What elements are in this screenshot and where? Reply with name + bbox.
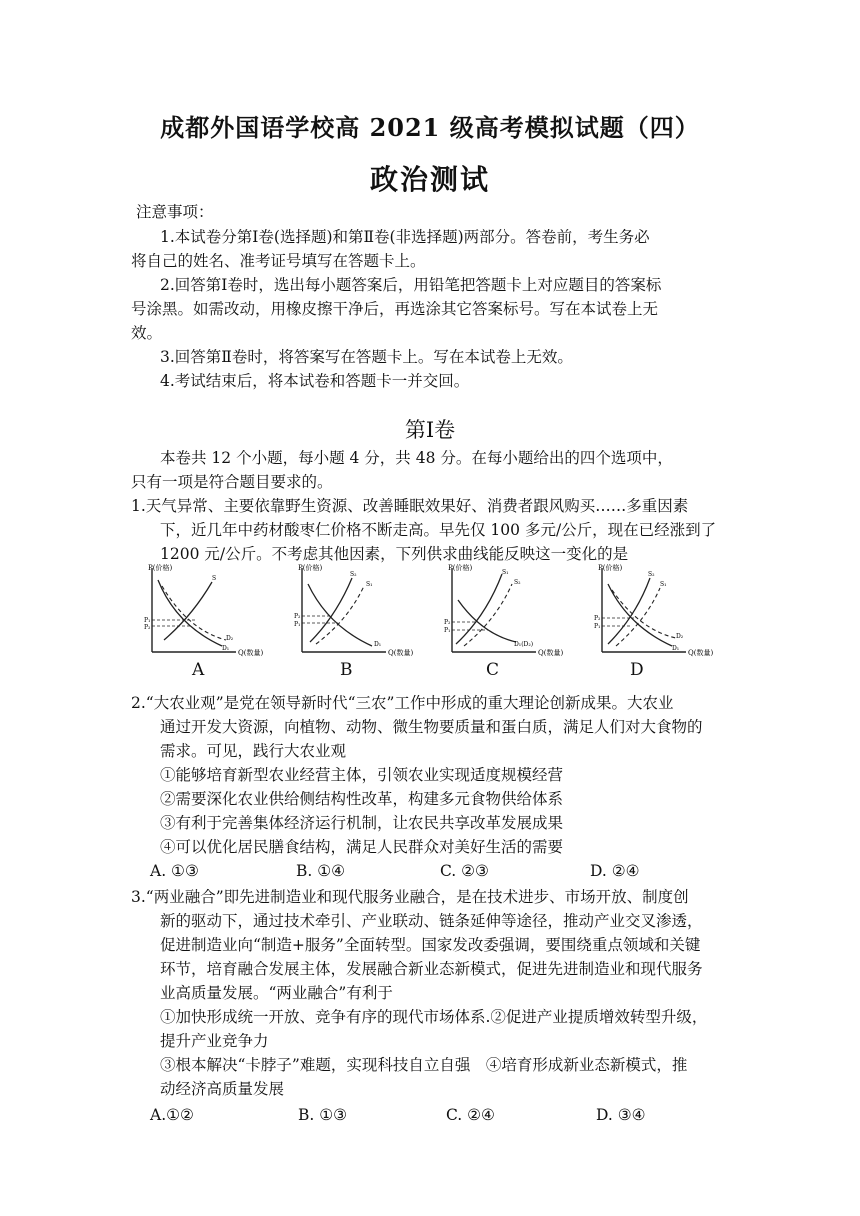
question-1-text: 1.天气异常、主要依靠野生资源、改善睡眠效果好、消费者跟风购买……多重因素 [131, 497, 689, 515]
question-2-text: 2.“大农业观”是党在领导新时代“三农”工作中形成的重大理论创新成果。大农业 [131, 694, 674, 712]
graph-label: D [630, 660, 644, 680]
question-1-text: 1200 元/公斤。不考虑其他因素，下列供求曲线能反映这一变化的是 [160, 545, 629, 563]
section-title: 第Ⅰ卷 [404, 418, 456, 442]
graph-label: C [486, 660, 500, 680]
svg-text:S: S [212, 575, 217, 582]
option-c[interactable]: C. ②④ [446, 1106, 495, 1124]
notice-line: 3.回答第Ⅱ卷时，将答案写在答题卡上。写在本试卷上无效。 [160, 348, 573, 366]
exam-subtitle: 政治测试 [369, 163, 490, 196]
section-intro: 本卷共 12 个小题，每小题 4 分，共 48 分。在每小题给出的四个选项中， [160, 449, 673, 467]
option-d[interactable]: D. ②④ [590, 862, 640, 880]
notice-line: 将自己的姓名、准考证号填写在答题卡上。 [131, 252, 426, 270]
svg-text:P₁: P₁ [594, 623, 601, 630]
graph-label: A [192, 660, 205, 680]
svg-text:D₁: D₁ [374, 641, 382, 648]
svg-text:S₁: S₁ [366, 581, 373, 588]
exam-title: 成都外国语学校高 2021 级高考模拟试题（四） [160, 113, 700, 142]
notice-line: 效。 [131, 324, 163, 342]
question-1-text: 下，近几年中药材酸枣仁价格不断走高。早先仅 100 多元/公斤，现在已经涨到了 [160, 521, 717, 539]
supply-demand-graph-d [586, 560, 766, 660]
section-intro: 只有一项是符合题目要求的。 [131, 473, 333, 491]
graph-option-d[interactable] [586, 560, 776, 682]
question-3-statement: 动经济高质量发展 [160, 1080, 285, 1098]
question-2-text: 需求。可见，践行大农业观 [160, 742, 347, 760]
svg-text:D₂: D₂ [676, 633, 684, 640]
axis-label: P(价格) [298, 564, 323, 572]
question-3-text: 业高质量发展。“两业融合”有利于 [160, 984, 393, 1002]
option-c[interactable]: C. ②③ [440, 862, 489, 880]
option-a[interactable]: A. ①③ [150, 862, 199, 880]
svg-text:P₁: P₁ [444, 627, 451, 634]
axis-label: Q(数量) [388, 649, 414, 657]
svg-text:P₂: P₂ [444, 619, 451, 626]
axis-label: P(价格) [448, 564, 473, 572]
notice-heading: 注意事项： [136, 203, 214, 221]
question-3-statement: ③根本解决“卡脖子”难题，实现科技自立自强 ④培育形成新业态新模式，推 [160, 1056, 688, 1074]
svg-text:S₁: S₁ [660, 581, 667, 588]
svg-text:P₂: P₂ [594, 615, 601, 622]
svg-text:D₁: D₁ [222, 645, 230, 652]
question-2-statement: ②需要深化农业供给侧结构性改革，构建多元食物供给体系 [160, 790, 564, 808]
option-a[interactable]: A.①② [150, 1106, 194, 1124]
svg-text:S₁: S₁ [502, 569, 509, 576]
axis-label: P(价格) [148, 564, 173, 572]
question-3-text: 环节，培育融合发展主体，发展融合新业态新模式，促进先进制造业和现代服务 [160, 960, 703, 978]
notice-line: 1.本试卷分第Ⅰ卷(选择题)和第Ⅱ卷(非选择题)两部分。答卷前，考生务必 [160, 228, 650, 246]
question-3-statement: ①加快形成统一开放、竞争有序的现代市场体系.②促进产业提质增效转型升级， [160, 1008, 708, 1026]
question-3-statement: 提升产业竞争力 [160, 1032, 269, 1050]
question-2-statement: ④可以优化居民膳食结构，满足人民群众对美好生活的需要 [160, 838, 564, 856]
question-2-statement: ①能够培育新型农业经营主体，引领农业实现适度规模经营 [160, 766, 564, 784]
question-3-text: 新的驱动下，通过技术牵引、产业联动、链条延伸等途径，推动产业交叉渗透， [160, 912, 703, 930]
svg-text:S₂: S₂ [514, 579, 521, 586]
graph-label: B [340, 660, 353, 680]
question-3-text: 促进制造业向“制造+服务”全面转型。国家发改委强调，要围绕重点领域和关键 [160, 936, 701, 954]
question-3-text: 3.“两业融合”即先进制造业和现代服务业融合，是在技术进步、市场开放、制度创 [131, 888, 689, 906]
notice-line: 4.考试结束后，将本试卷和答题卡一并交回。 [160, 372, 470, 390]
axis-label: Q(数量) [538, 649, 564, 657]
axis-label: Q(数量) [688, 649, 714, 657]
svg-text:S₂: S₂ [350, 571, 357, 578]
svg-text:P₂: P₂ [294, 613, 301, 620]
option-b[interactable]: B. ①④ [296, 862, 346, 880]
axis-label: P(价格) [598, 564, 623, 572]
svg-text:D₂: D₂ [226, 635, 234, 642]
question-2-statement: ③有利于完善集体经济运行机制，让农民共享改革发展成果 [160, 814, 564, 832]
question-2-text: 通过开发大资源，向植物、动物、微生物要质量和蛋白质，满足人们对大食物的 [160, 718, 703, 736]
svg-text:S₂: S₂ [648, 571, 655, 578]
option-d[interactable]: D. ③④ [596, 1106, 646, 1124]
svg-text:D₁(D₂): D₁(D₂) [514, 641, 534, 648]
option-b[interactable]: B. ①③ [298, 1106, 348, 1124]
axis-label: Q(数量) [238, 649, 264, 657]
svg-text:P₂: P₂ [144, 624, 151, 631]
svg-text:P₁: P₁ [294, 621, 301, 628]
svg-text:P₁: P₁ [144, 617, 151, 624]
notice-line: 号涂黑。如需改动，用橡皮擦干净后，再选涂其它答案标号。写在本试卷上无 [131, 300, 659, 318]
svg-text:D₁: D₁ [672, 645, 680, 652]
notice-line: 2.回答第Ⅰ卷时，选出每小题答案后，用铅笔把答题卡上对应题目的答案标 [160, 276, 662, 294]
